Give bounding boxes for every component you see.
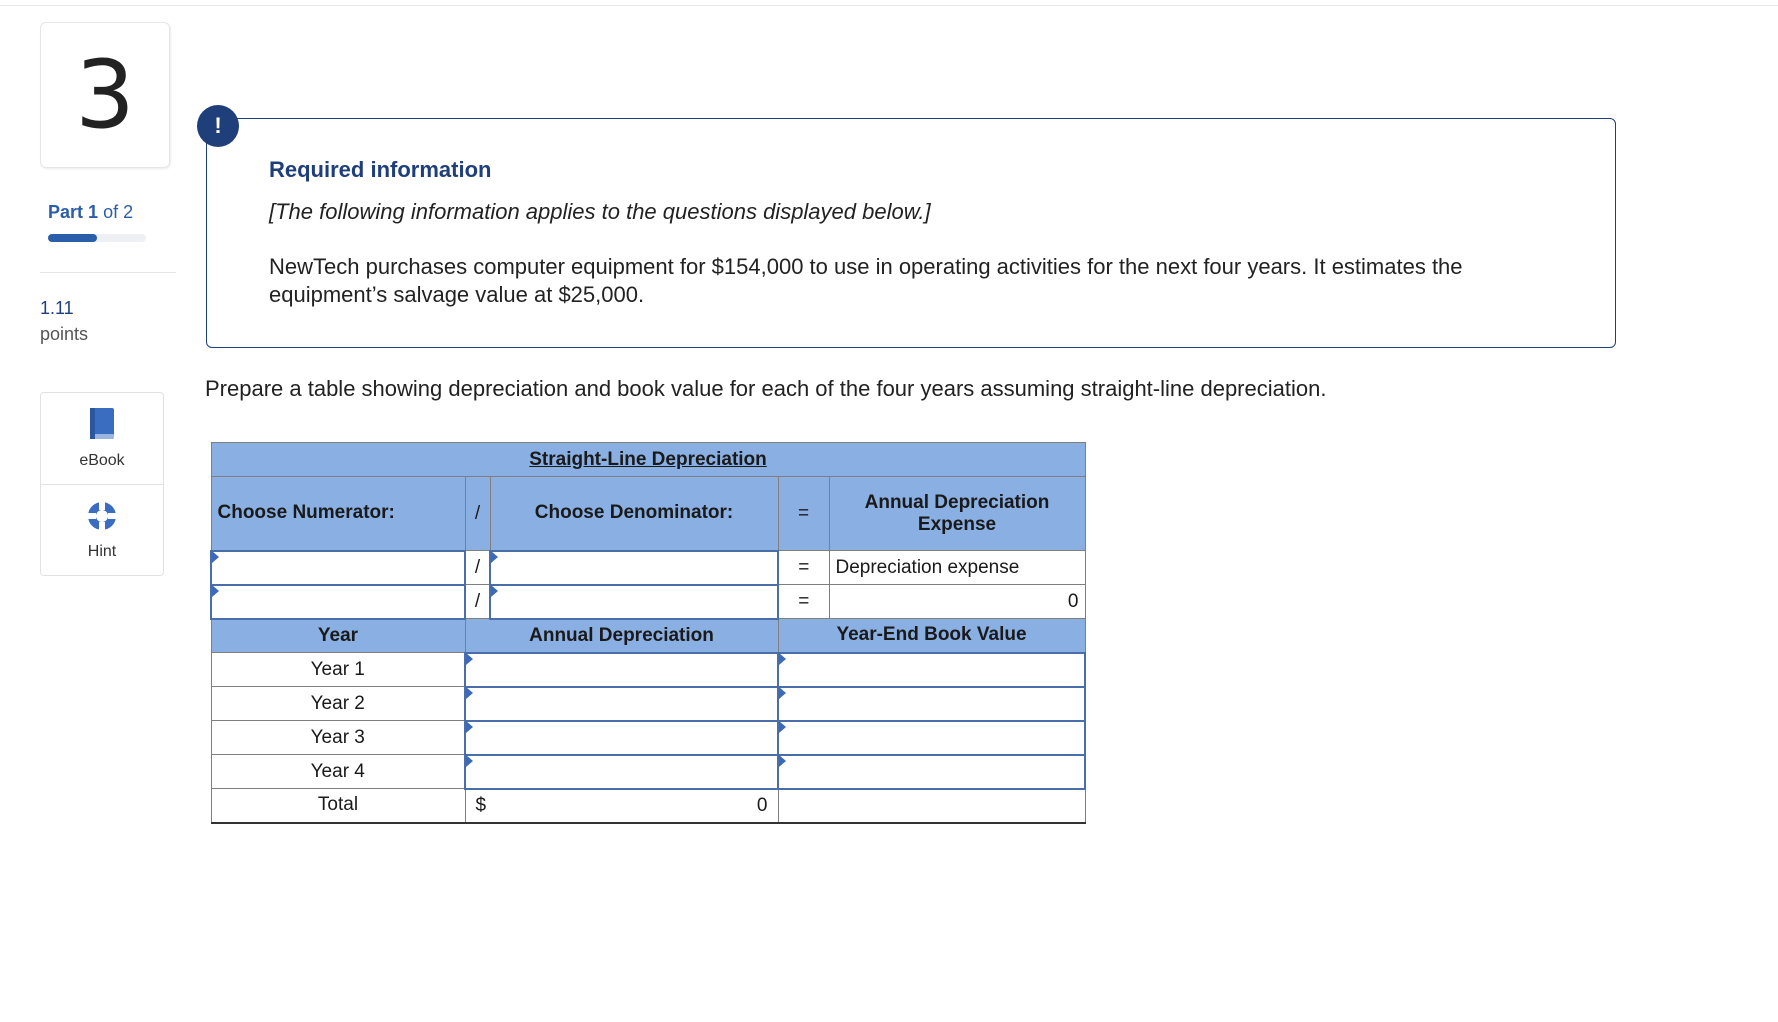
book-value-input-year4[interactable]	[778, 755, 1085, 789]
divide-symbol: /	[465, 477, 490, 551]
part-label: Part	[48, 202, 84, 222]
result-header: Annual Depreciation Expense	[829, 477, 1085, 551]
annual-dep-input-year2[interactable]	[465, 687, 778, 721]
part-progress-bar	[48, 234, 146, 242]
question-number-box	[40, 22, 170, 168]
total-book-value	[778, 789, 1085, 823]
points-value: 1.11	[40, 298, 74, 318]
denominator-header: Choose Denominator:	[490, 477, 778, 551]
annual-dep-input-year3[interactable]	[465, 721, 778, 755]
required-info-box	[206, 118, 1616, 348]
table-row	[211, 653, 1085, 687]
numerator-header: Choose Numerator:	[211, 477, 465, 551]
total-row	[211, 789, 1085, 823]
equals-symbol-1: =	[778, 551, 829, 585]
total-label: Total	[211, 789, 465, 823]
total-annual-dep	[465, 789, 778, 823]
part-indicator	[48, 202, 133, 223]
part-of: of 2	[103, 202, 134, 222]
required-info-subtitle: [The following information applies to the questions displayed below.]	[269, 199, 931, 224]
ebook-label: eBook	[79, 452, 125, 469]
book-value-input-year2[interactable]	[778, 687, 1085, 721]
total-value: 0	[756, 794, 768, 816]
question-number: 3	[75, 40, 135, 150]
ebook-button[interactable]	[41, 393, 163, 484]
year-label: Year 1	[211, 653, 465, 687]
divide-symbol-1: /	[465, 551, 490, 585]
top-divider	[0, 5, 1778, 6]
equals-symbol: =	[778, 477, 829, 551]
lifebuoy-icon	[86, 500, 118, 537]
points-label: points	[40, 324, 89, 344]
annual-dep-input-year4[interactable]	[465, 755, 778, 789]
col-book-value-header: Year-End Book Value	[778, 619, 1085, 653]
numerator-select-1[interactable]	[211, 551, 465, 585]
book-value-input-year3[interactable]	[778, 721, 1085, 755]
year-label: Year 3	[211, 721, 465, 755]
numerator-input-2[interactable]	[211, 585, 465, 619]
book-value-input-year1[interactable]	[778, 653, 1085, 687]
hint-button[interactable]	[41, 484, 163, 575]
col-year-header: Year	[211, 619, 465, 653]
year-label: Year 4	[211, 755, 465, 789]
alert-icon: !	[197, 105, 239, 147]
table-row	[211, 687, 1085, 721]
table-row	[211, 721, 1085, 755]
part-current: 1	[88, 202, 99, 222]
table-title: Straight-Line Depreciation	[211, 443, 1085, 477]
total-currency: $	[475, 794, 487, 816]
book-icon	[86, 407, 118, 446]
required-info-body: NewTech purchases computer equipment for $154,000 to use in operating activities for the next four years. It estimates the equipment’s salvage value at $25,000.	[269, 254, 1463, 307]
part-progress-fill	[48, 234, 97, 242]
year-label: Year 2	[211, 687, 465, 721]
depreciation-table	[210, 442, 1086, 824]
denominator-input-2[interactable]	[490, 585, 778, 619]
rail-divider	[40, 272, 176, 273]
equals-symbol-2: =	[778, 585, 829, 619]
col-annual-dep-header: Annual Depreciation	[465, 619, 778, 653]
row1-result: Depreciation expense	[829, 551, 1085, 585]
denominator-select-1[interactable]	[490, 551, 778, 585]
tools-panel	[40, 392, 164, 576]
divide-symbol-2: /	[465, 585, 490, 619]
row2-result: 0	[829, 585, 1085, 619]
hint-label: Hint	[87, 542, 117, 560]
annual-dep-input-year1[interactable]	[465, 653, 778, 687]
question-prompt: Prepare a table showing depreciation and book value for each of the four years assuming straight-line depreciation.	[205, 376, 1327, 401]
table-row	[211, 755, 1085, 789]
required-info-title: Required information	[269, 157, 492, 182]
